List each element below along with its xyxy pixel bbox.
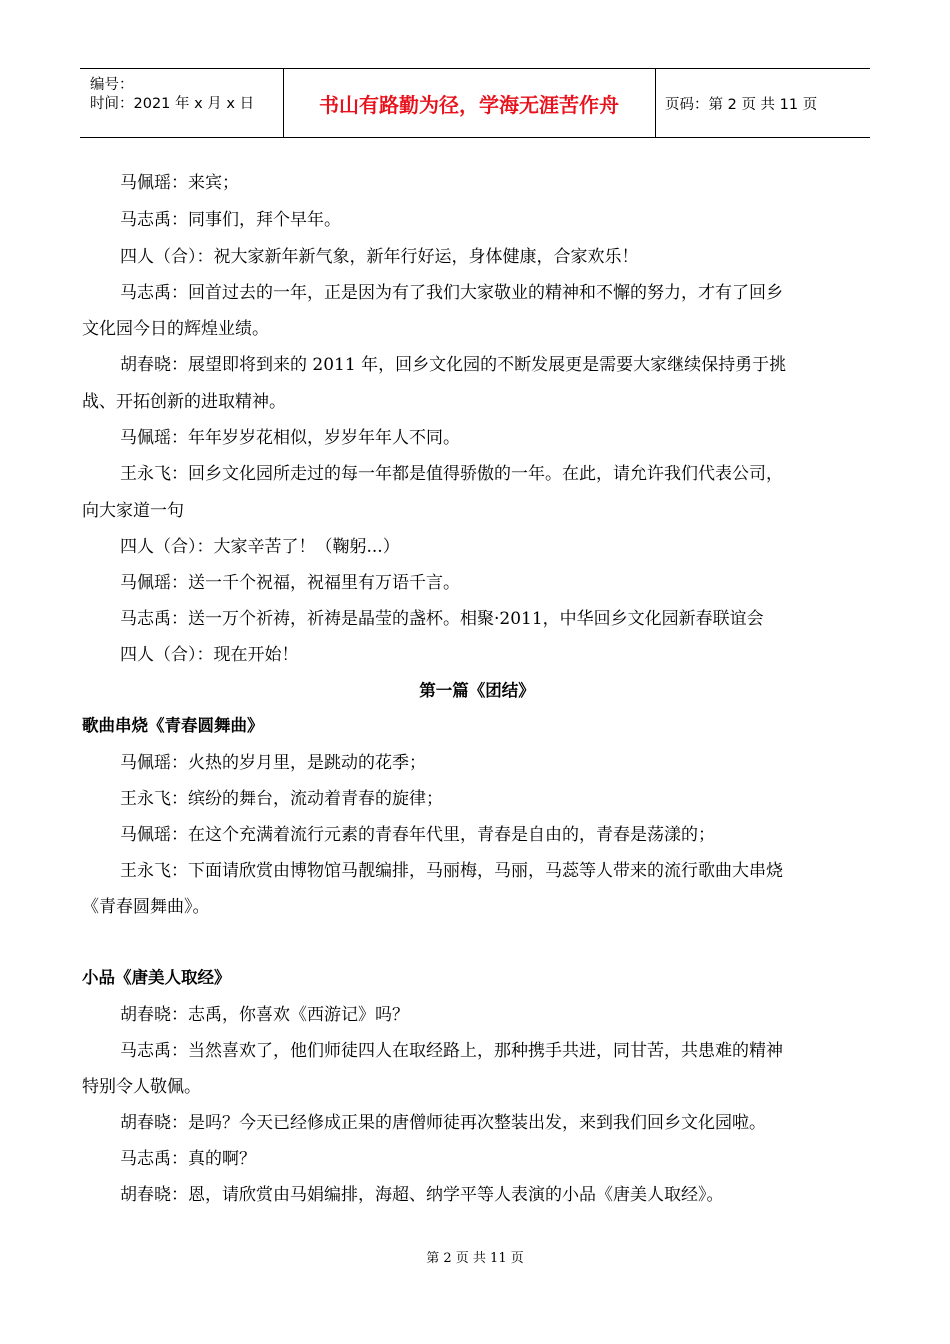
dialogue-line: 马志禹：送一万个祈祷，祈祷是晶莹的盏杯。相聚·2011，中华回乡文化园新春联谊会 [120, 609, 764, 629]
dialogue-line: 王永飞：回乡文化园所走过的每一年都是值得骄傲的一年。在此，请允许我们代表公司， [120, 464, 783, 484]
dialogue-line: 马佩瑶：送一千个祝福，祝福里有万语千言。 [120, 573, 460, 593]
header-motto-cell [283, 69, 656, 137]
dialogue-line: 马佩瑶：在这个充满着流行元素的青春年代里，青春是自由的，青春是荡漾的； [120, 825, 715, 845]
dialogue-line: 马佩瑶：火热的岁月里，是跳动的花季； [120, 753, 426, 773]
dialogue-line-continuation: 特别令人敬佩。 [82, 1077, 201, 1097]
dialogue-line: 马志禹：当然喜欢了，他们师徒四人在取经路上，那种携手共进，同甘苦，共患难的精神 [120, 1041, 783, 1061]
page-header [80, 68, 870, 138]
dialogue-line: 马佩瑶：来宾； [120, 173, 239, 193]
page-footer: 第 2 页 共 11 页 [426, 1251, 524, 1266]
section-heading: 小品《唐美人取经》 [82, 968, 231, 987]
document-date: 时间：2021 年 x 月 x 日 [90, 96, 255, 112]
dialogue-line: 四人（合）：大家辛苦了！（鞠躬...） [120, 537, 400, 557]
dialogue-line: 四人（合）：祝大家新年新气象，新年行好运，身体健康，合家欢乐！ [120, 247, 639, 267]
header-page-cell [655, 69, 870, 137]
dialogue-line-continuation: 《青春圆舞曲》。 [82, 897, 210, 917]
header-motto: 书山有路勤为径，学海无涯苦作舟 [319, 92, 619, 117]
dialogue-line: 胡春晓：志禹，你喜欢《西游记》吗？ [120, 1005, 409, 1025]
dialogue-line: 马志禹：回首过去的一年，正是因为有了我们大家敬业的精神和不懈的努力，才有了回乡 [120, 283, 783, 303]
header-meta-cell [80, 69, 284, 137]
dialogue-line-continuation: 文化园今日的辉煌业绩。 [82, 319, 269, 339]
dialogue-line-continuation: 战、开拓创新的进取精神。 [82, 392, 286, 412]
document-number-label: 编号： [90, 77, 134, 93]
dialogue-line: 王永飞：下面请欣赏由博物馆马靓编排，马丽梅，马丽，马蕊等人带来的流行歌曲大串烧 [120, 861, 783, 881]
dialogue-line: 马志禹：同事们，拜个早年。 [120, 210, 341, 230]
header-page-info: 页码：第 2 页 共 11 页 [665, 96, 818, 113]
section-heading: 歌曲串烧《青春圆舞曲》 [82, 716, 264, 735]
chapter-heading: 第一篇《团结》 [419, 681, 535, 700]
dialogue-line: 胡春晓：展望即将到来的 2011 年，回乡文化园的不断发展更是需要大家继续保持勇于挑 [120, 355, 787, 375]
dialogue-line: 胡春晓：是吗？今天已经修成正果的唐僧师徒再次整装出发，来到我们回乡文化园啦。 [120, 1113, 766, 1133]
dialogue-line: 马志禹：真的啊？ [120, 1149, 256, 1169]
dialogue-line: 马佩瑶：年年岁岁花相似，岁岁年年人不同。 [120, 428, 460, 448]
dialogue-line-continuation: 向大家道一句 [82, 501, 184, 521]
dialogue-line: 胡春晓：恩，请欣赏由马娟编排，海超、纳学平等人表演的小品《唐美人取经》。 [120, 1185, 724, 1205]
dialogue-line: 四人（合）：现在开始！ [120, 645, 299, 665]
dialogue-line: 王永飞：缤纷的舞台，流动着青春的旋律； [120, 789, 443, 809]
